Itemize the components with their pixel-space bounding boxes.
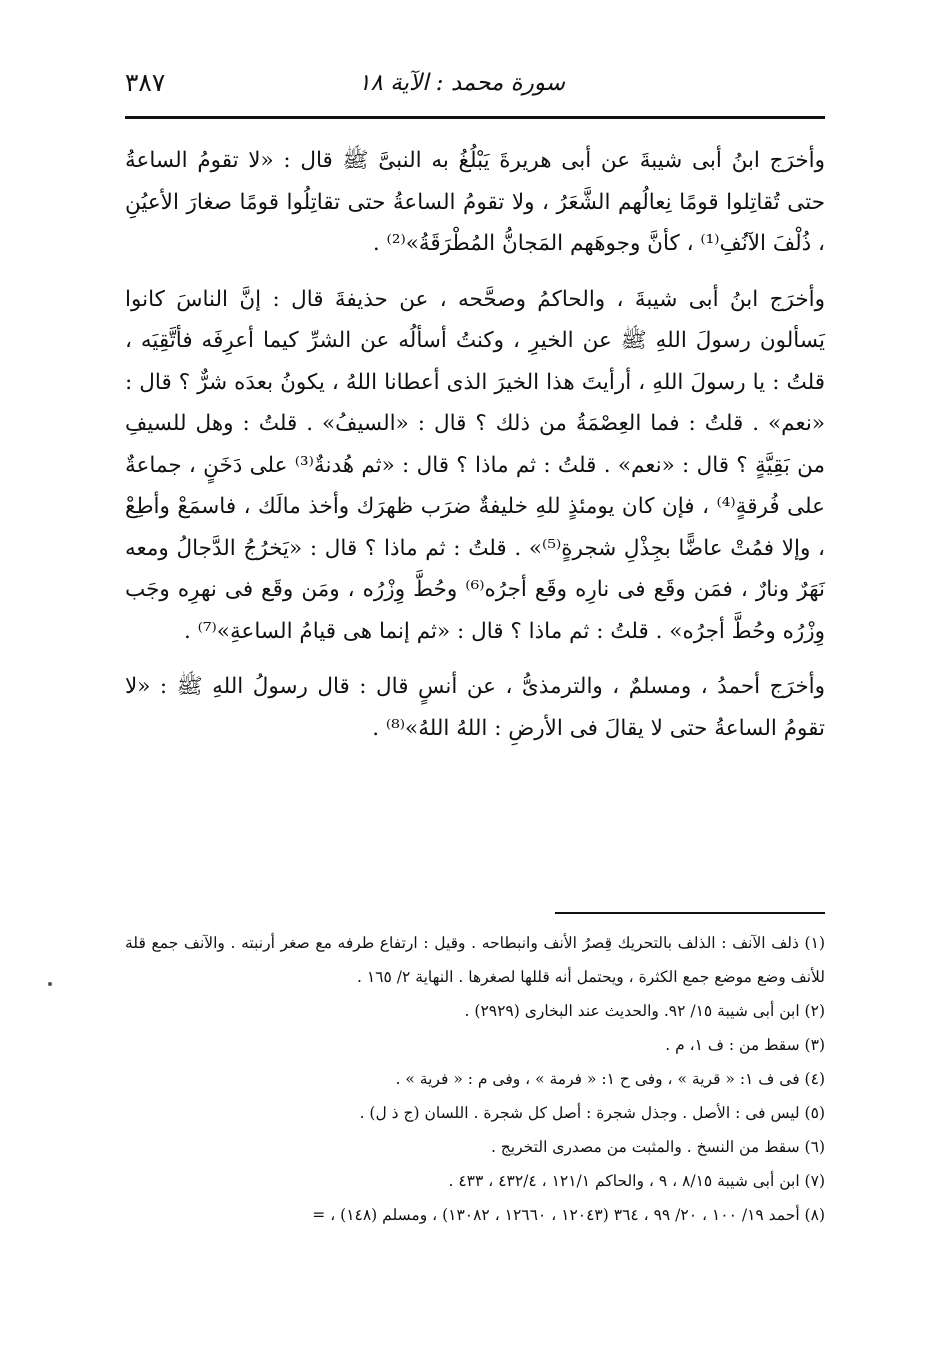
- paragraph: وأخرَج ابنُ أبى شيبةَ ، والحاكمُ وصحَّحه ، عن حذيفةَ قال : إنَّ الناسَ كانوا يَسألون رسولَ اللهِ ﷺ عن الخيرِ ، وكنتُ أسألُه عن الشرِّ كيما أعرِفَه فأتَّقِيَه ، قلتُ : يا رسولَ اللهِ ، أرأيتَ هذا الخيرَ الذى أعطانا اللهُ ، يكونُ بعدَه شرٌّ ؟ قال : «نعم» . قلتُ : فما العِصْمَةُ من ذلك ؟ قال : «السيفُ» . قلتُ : وهل للسيفِ من بَقِيَّةٍ ؟ قال : «نعم» . قلتُ : ثم ماذا ؟ قال : «ثم هُدنةٌ⁽³⁾ على دَخَنٍ ، جماعةٌ على فُرقةٍ⁽⁴⁾ ، فإن كان يومئذٍ للهِ خليفةٌ ضرَب ظهرَك وأخذ مالَك ، فاسمَعْ وأطِعْ ، وإلا فمُتْ عاضًّا بجِذْلِ شجرةٍ⁽⁵⁾» . قلتُ : ثم ماذا ؟ قال : «يَخرُجُ الدَّجالُ ومعه نَهَرٌ ونارٌ ، فمَن وقَع فى نارِه وقَع أجرُه⁽⁶⁾ وحُطَّ وِزْرُه ، ومَن وقَع فى نهرِه وجَب وِزْرُه وحُطَّ أجرُه» . قلتُ : ثم ماذا ؟ قال : «ثم إنما هى قيامُ الساعةِ»⁽⁷⁾ .: [125, 286, 826, 644]
- running-title: سورة محمد : الآية ١٨: [358, 70, 565, 96]
- main-text: [125, 140, 825, 763]
- paragraph: وأخرَج ابنُ أبى شيبةَ عن أبى هريرةَ يَبْلُغُ به النبىَّ ﷺ قال : «لا تقومُ الساعةُ حتى تُقاتِلوا قومًا نِعالُهم الشَّعَرُ ، ولا تقومُ الساعةُ حتى تقاتِلُوا قومًا صغارَ الأعيُنِ ، ذُلْفَ الآنُفِ⁽¹⁾ ، كأنَّ وجوهَهم المَجانُّ المُطْرَقَةُ»⁽²⁾ .: [125, 148, 825, 256]
- footnote-divider: [555, 912, 825, 914]
- footnote: (٥) ليس فى : الأصل . وجذل شجرة : أصل كل شجرة . اللسان (ج ذ ل) .: [359, 1104, 825, 1122]
- footnote: (٣) سقط من : ف ١، م .: [665, 1036, 825, 1054]
- footnotes: [125, 926, 825, 1232]
- page-header: [125, 66, 825, 106]
- page-number: ٣٨٧: [125, 68, 166, 97]
- header-divider: [125, 116, 825, 119]
- footnote: (٧) ابن أبى شيبة ٨/١٥ ، ٩ ، والحاكم ١٢١/١ ، ٤٣٢/٤ ، ٤٣٣ .: [448, 1172, 825, 1190]
- footnote: (٦) سقط من النسخ . والمثبت من مصدرى التخريج .: [490, 1138, 825, 1156]
- footnote: (٢) ابن أبى شيبة ١٥/ ٩٢. والحديث عند البخارى (٢٩٢٩) .: [464, 1002, 825, 1020]
- footnote: (١) ذلف الآنف : الذلف بالتحريك قِصرُ الأنف وانبطاحه . وقيل : ارتفاع طرفه مع صغر أرنبته . والآنف جمع قلة للأنف وضع موضع جمع الكثرة ، ويحتمل أنه قللها لصغرها . النهاية ٢/ ١٦٥ .: [125, 934, 825, 986]
- footnote: (٨) أحمد ١٩/ ١٠٠ ، ٢٠/ ٩٩ ، ٣٦٤ (١٢٠٤٣ ، ١٢٦٦٠ ، ١٣٠٨٢) ، ومسلم (١٤٨) ، =: [312, 1206, 825, 1224]
- paragraph: وأخرَج أحمدُ ، ومسلمٌ ، والترمذىُّ ، عن أنسٍ قال : قال رسولُ اللهِ ﷺ : «لا تقومُ الساعةُ حتى لا يقالَ فى الأرضِ : اللهُ اللهُ»⁽⁸⁾ .: [125, 674, 825, 741]
- scan-speck: [48, 982, 52, 986]
- footnote: (٤) فى ف ١: « قرية » ، وفى ح ١: « فرمة » ، وفى م : « فرية » .: [395, 1070, 825, 1088]
